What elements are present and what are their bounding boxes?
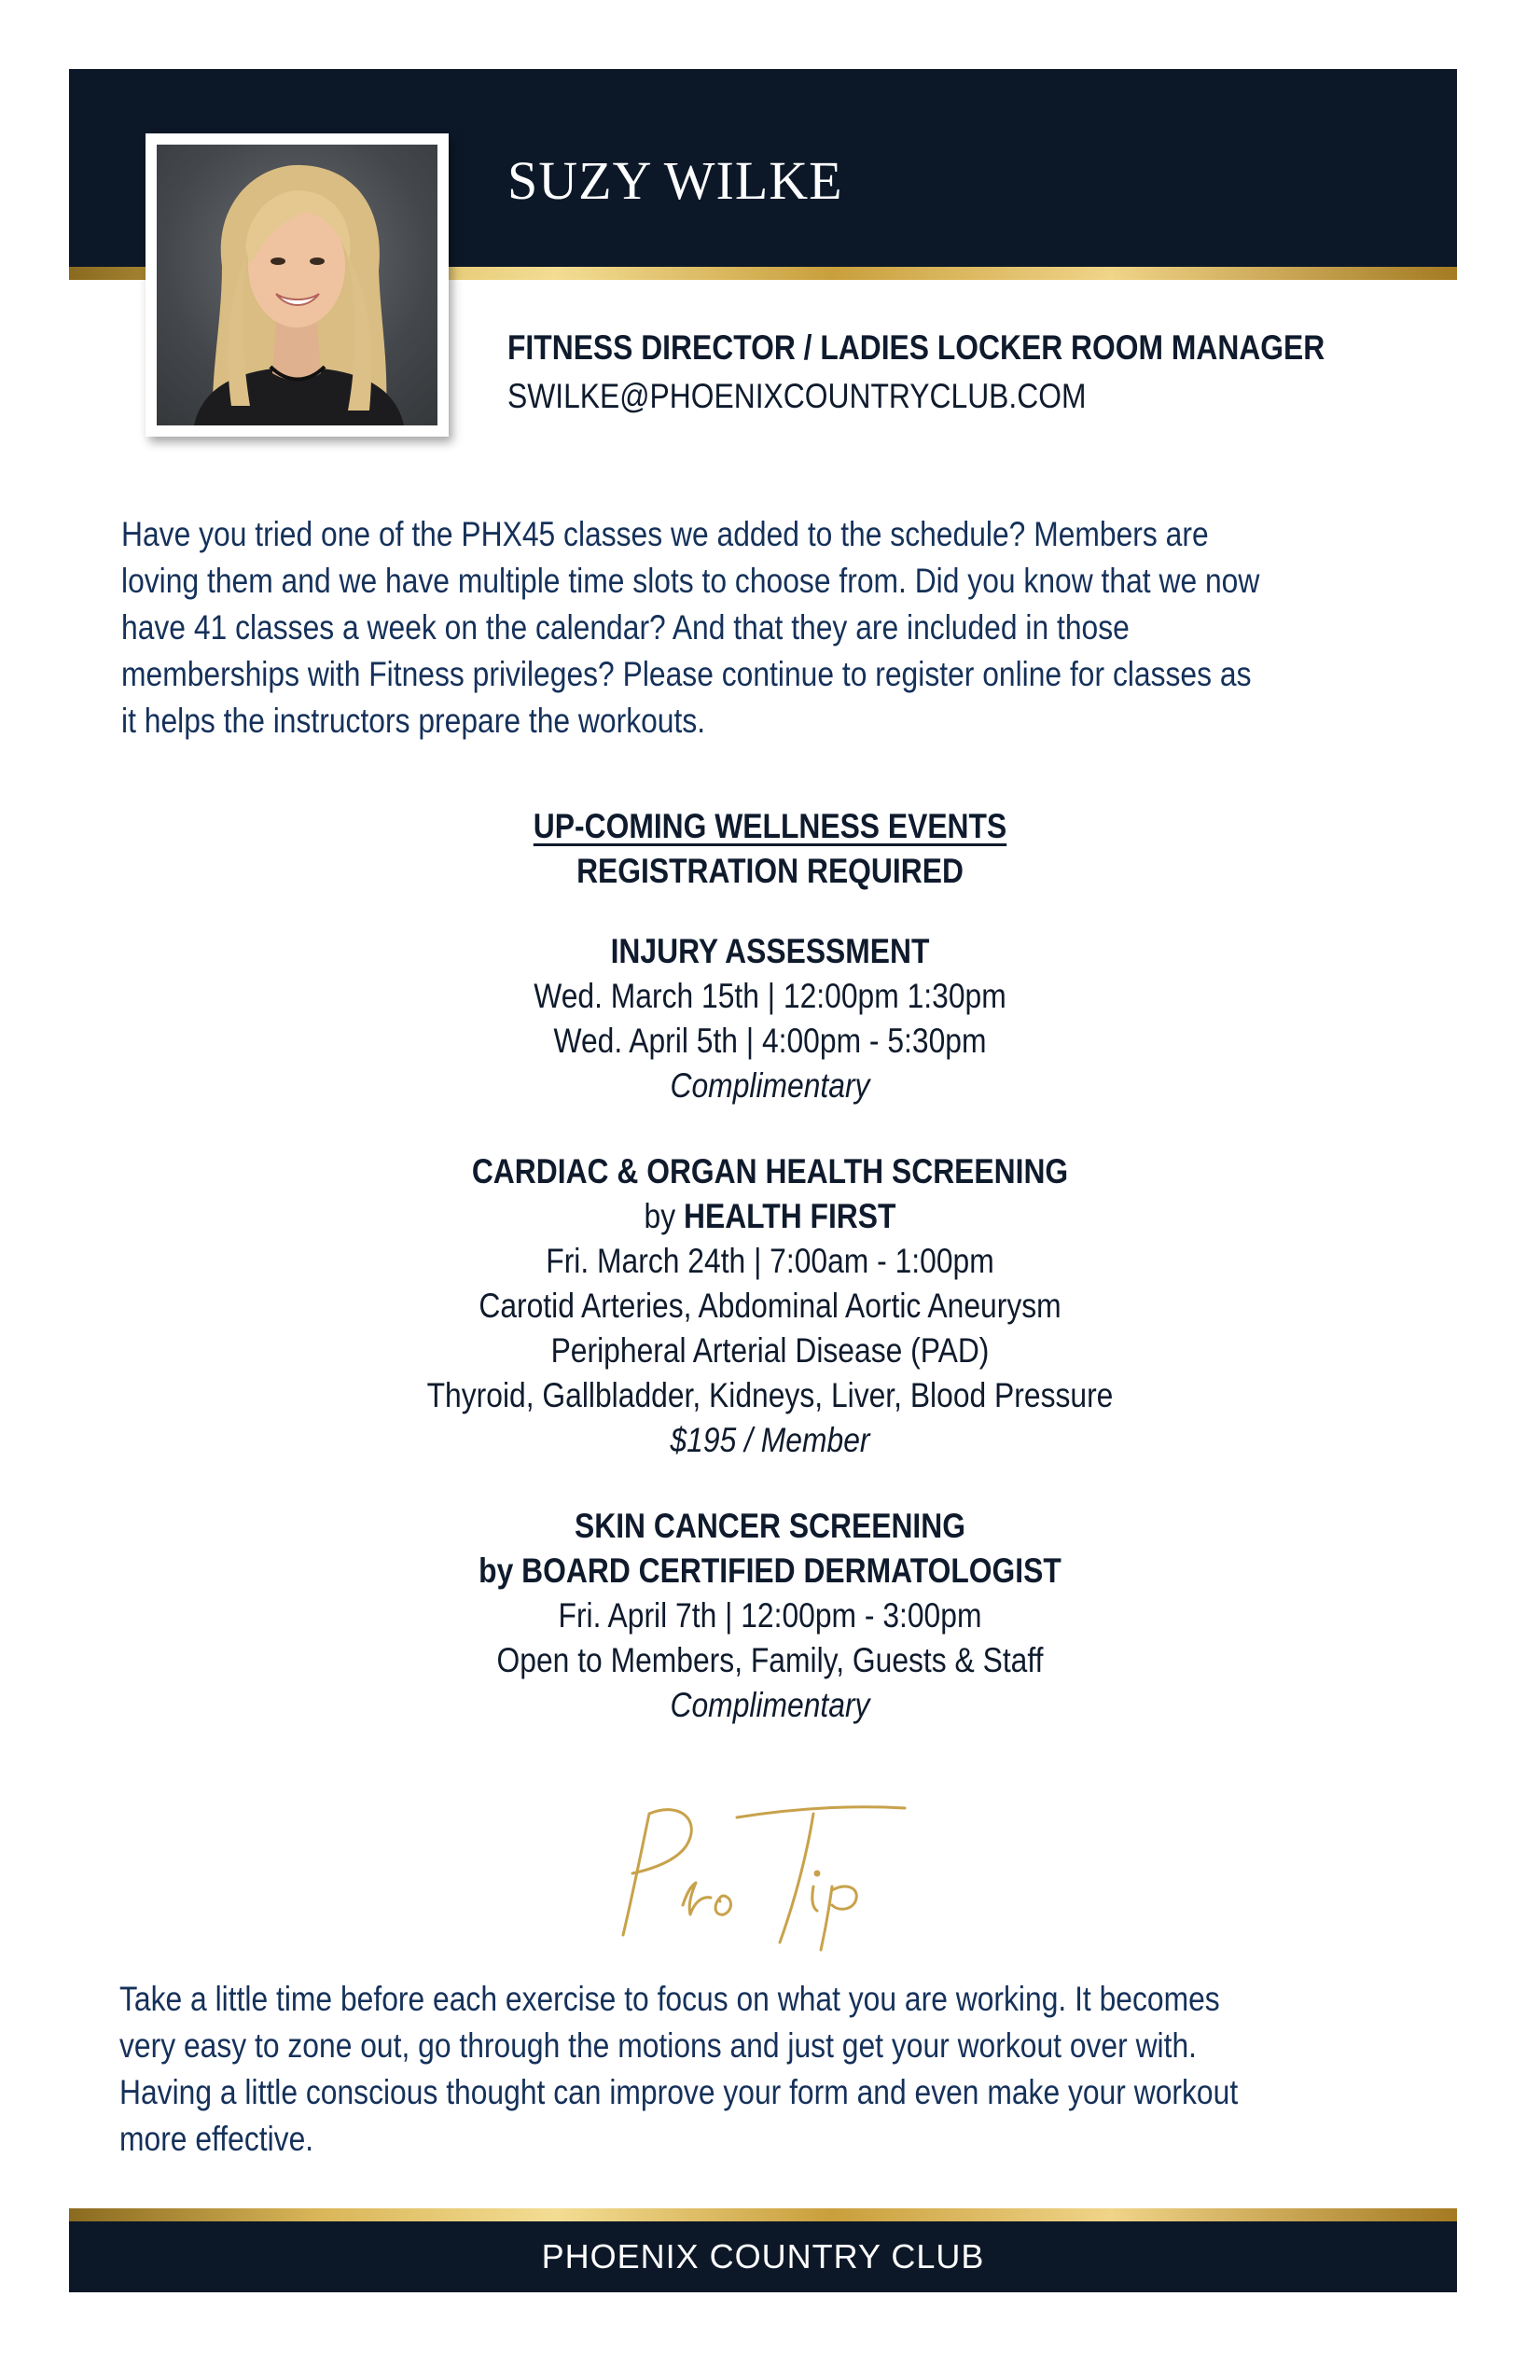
staff-role: FITNESS DIRECTOR / LADIES LOCKER ROOM MANAGER — [507, 328, 1325, 367]
intro-line: memberships with Fitness privileges? Please continue to register online for classes as — [121, 655, 1252, 693]
tip-line: Take a little time before each exercise to focus on what you are working. It becomes — [119, 1980, 1220, 2018]
tip-line: more effective. — [119, 2120, 314, 2158]
footer-gold-rule — [69, 2208, 1457, 2221]
event-price: Complimentary — [670, 1066, 870, 1105]
event-injury-assessment — [0, 929, 1540, 1108]
event-date: Fri. April 7th | 12:00pm - 3:00pm — [558, 1596, 982, 1635]
intro-line: it helps the instructors prepare the workouts. — [121, 702, 706, 740]
intro-line: Have you tried one of the PHX45 classes we added to the schedule? Members are — [121, 515, 1209, 553]
tip-line: very easy to zone out, go through the motions and just get your workout over with. — [119, 2026, 1198, 2065]
event-detail: Thyroid, Gallbladder, Kidneys, Liver, Blood Pressure — [426, 1376, 1114, 1414]
event-detail: Peripheral Arterial Disease (PAD) — [550, 1331, 990, 1370]
pro-tip-heading — [597, 1793, 933, 1961]
portrait-photo — [146, 133, 449, 437]
pro-tip-text — [119, 1976, 1435, 2163]
event-date: Wed. March 15th | 12:00pm 1:30pm — [534, 977, 1006, 1015]
event-title: SKIN CANCER SCREENING — [574, 1507, 966, 1545]
tip-line: Having a little conscious thought can improve your form and even make your workout — [119, 2073, 1239, 2111]
staff-name: SUZY WILKE — [507, 150, 843, 211]
event-skin-screening — [0, 1504, 1540, 1728]
event-audience: Open to Members, Family, Guests & Staff — [496, 1641, 1044, 1679]
events-heading — [0, 804, 1540, 894]
portrait-image — [157, 145, 437, 425]
event-provider: by BOARD CERTIFIED DERMATOLOGIST — [479, 1552, 1061, 1590]
intro-line: loving them and we have multiple time slots to choose from. Did you know that we now — [121, 562, 1260, 600]
portrait-illustration — [157, 145, 437, 425]
event-by: by — [644, 1197, 676, 1235]
event-provider-name: HEALTH FIRST — [683, 1197, 896, 1235]
footer-club-name: PHOENIX COUNTRY CLUB — [541, 2237, 985, 2276]
event-provider — [108, 1194, 1433, 1239]
events-title: UP-COMING WELLNESS EVENTS — [533, 807, 1007, 845]
event-date: Wed. April 5th | 4:00pm - 5:30pm — [553, 1022, 987, 1060]
event-price: Complimentary — [670, 1686, 870, 1724]
events-subtitle: REGISTRATION REQUIRED — [576, 852, 964, 890]
staff-email[interactable]: SWILKE@PHOENIXCOUNTRYCLUB.COM — [507, 377, 1087, 415]
event-title: CARDIAC & ORGAN HEALTH SCREENING — [471, 1152, 1069, 1190]
intro-paragraph — [121, 511, 1436, 745]
event-title: INJURY ASSESSMENT — [610, 932, 930, 970]
event-detail: Carotid Arteries, Abdominal Aortic Aneurysm — [479, 1287, 1061, 1325]
intro-line: have 41 classes a week on the calendar? And that they are included in those — [121, 608, 1130, 647]
event-date: Fri. March 24th | 7:00am - 1:00pm — [546, 1242, 994, 1280]
event-price: $195 / Member — [670, 1421, 870, 1459]
footer-bar — [69, 2221, 1457, 2292]
event-cardiac-screening — [0, 1149, 1540, 1463]
